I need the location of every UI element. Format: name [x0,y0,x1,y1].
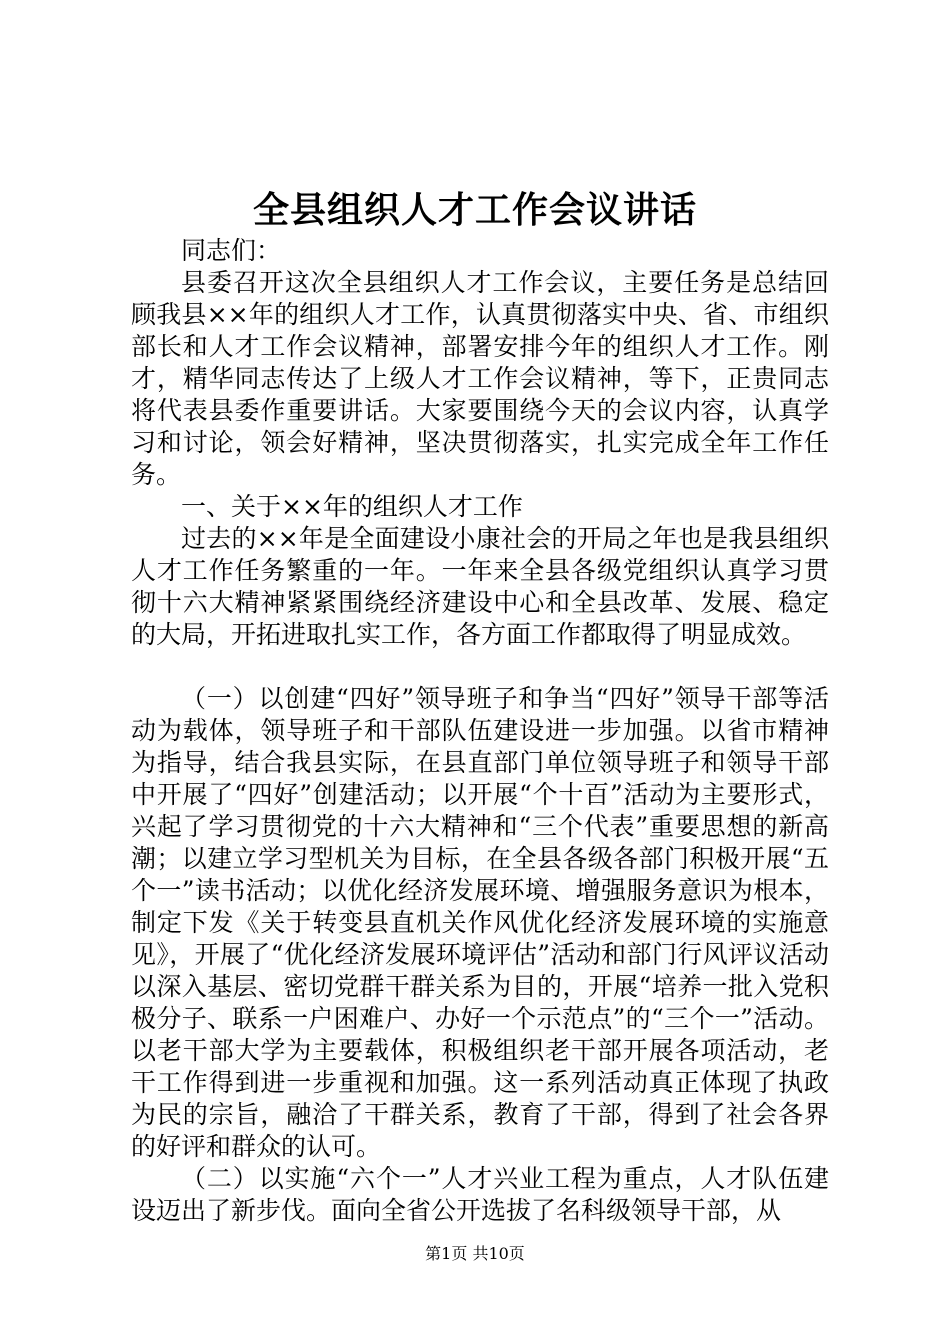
paragraph-intro: 县委召开这次全县组织人才工作会议，主要任务是总结回顾我县××年的组织人才工作，认真贯彻落实中央、省、市组织部长和人才工作会议精神，部署安排今年的组织人才工作。刚才，精华同志传达了上级人才工作会议精神，等下，正贵同志将代表县委作重要讲话。大家要围绕今天的会议内容，认真学习和讨论，领会好精神，坚决贯彻落实，扎实完成全年工作任务。 [131,268,829,489]
section-heading: 一、关于××年的组织人才工作 [181,492,523,521]
document-body [131,235,829,1227]
salutation: 同志们： [181,236,282,265]
paragraph-item-two: （二）以实施“六个一”人才兴业工程为重点，人才队伍建设迈出了新步伐。面向全省公开选拔了名科级领导干部，从 [131,1164,829,1225]
document-title: 全县组织人才工作会议讲话 [252,189,697,231]
page-number: 第1页 共10页 [425,1244,525,1263]
paragraph-review: 过去的××年是全面建设小康社会的开局之年也是我县组织人才工作任务繁重的一年。一年来全县各级党组织认真学习贯彻十六大精神紧紧围绕经济建设中心和全县改革、发展、稳定的大局，开拓进取扎实工作，各方面工作都取得了明显成效。 [131,524,829,649]
paragraph-item-one: （一）以创建“四好”领导班子和争当“四好”领导干部等活动为载体，领导班子和干部队伍建设进一步加强。以省市精神为指导，结合我县实际，在县直部门单位领导班子和领导干部中开展了“四好”创建活动；以开展“个十百”活动为主要形式，兴起了学习贯彻党的十六大精神和“三个代表”重要思想的新高潮；以建立学习型机关为目标，在全县各级各部门积极开展“五个一”读书活动；以优化经济发展环境、增强服务意识为根本，制定下发《关于转变县直机关作风优化经济发展环境的实施意见》，开展了“优化经济发展环境评估”活动和部门行风评议活动以深入基层、密切党群干群关系为目的，开展“培养一批入党积极分子、联系一户困难户、办好一个示范点”的“三个一”活动。以老干部大学为主要载体，积极组织老干部开展各项活动，老干工作得到进一步重视和加强。这一系列活动真正体现了执政为民的宗旨，融洽了干群关系，教育了干部，得到了社会各界的好评和群众的认可。 [131,684,829,1161]
